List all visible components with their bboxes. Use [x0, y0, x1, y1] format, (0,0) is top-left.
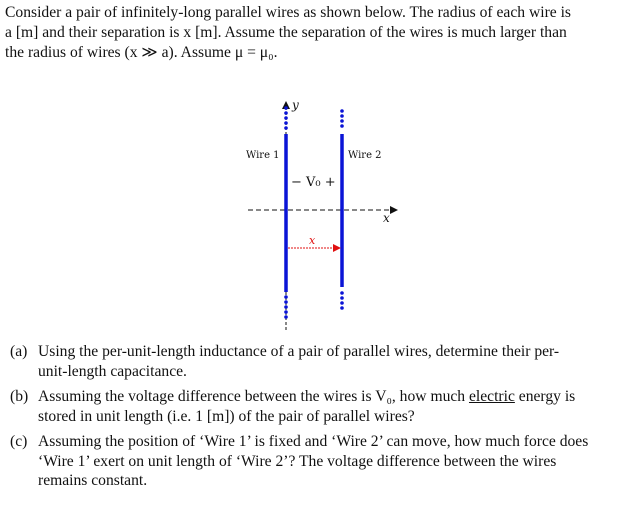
question-b-line-1-post: energy is [514, 388, 576, 405]
question-a-line-1: Using the per-unit-length inductance of a pair of parallel wires, determine their per- [38, 343, 560, 360]
voltage-label: − V₀ + [291, 175, 336, 190]
question-list [10, 342, 626, 497]
wire-1-bottom-dots [284, 295, 288, 319]
intro-line-1: Consider a pair of infinitely-long parallel wires as shown below. The radius of each wire is [5, 4, 571, 21]
question-b-line-1-pre: Assuming the voltage difference between the wires is V₀, how much [38, 388, 469, 405]
x-axis-label: x [383, 211, 390, 225]
intro-line-2: a [m] and their separation is x [m]. Assume the separation of the wires is much larger than [5, 24, 567, 41]
question-b-line-1 [38, 387, 626, 407]
wire-2-top-dots [340, 109, 344, 128]
question-c-line-1: Assuming the position of ‘Wire 1’ is fixed and ‘Wire 2’ can move, how much force does [38, 433, 589, 450]
question-a [10, 342, 626, 381]
question-c [10, 432, 626, 491]
wire-2-bottom-dots [340, 291, 344, 310]
question-a-line-2: unit-length capacitance. [38, 362, 187, 380]
question-c-label: (c) [10, 433, 28, 450]
wire-1-label: Wire 1 [246, 150, 280, 161]
question-b [10, 387, 626, 426]
intro-line-3: the radius of wires (x ≫ a). Assume μ = μ₀. [5, 44, 278, 61]
question-b-line-2: stored in unit length (i.e. 1 [m]) of the pair of parallel wires? [38, 407, 415, 425]
wire-2 [340, 109, 344, 310]
wire-2-label: Wire 2 [348, 150, 382, 161]
question-a-label: (a) [10, 343, 28, 360]
question-b-label: (b) [10, 388, 29, 405]
electric-underlined: electric [468, 388, 515, 405]
question-c-line-3: remains constant. [38, 472, 148, 489]
separation-label: x [309, 234, 316, 247]
y-axis-label: y [292, 98, 299, 112]
wire-1-top-dots [284, 106, 288, 130]
question-c-line-2: ‘Wire 1’ exert on unit length of ‘Wire 2’? The voltage difference between the wires [38, 452, 557, 470]
wire-1 [284, 106, 288, 319]
